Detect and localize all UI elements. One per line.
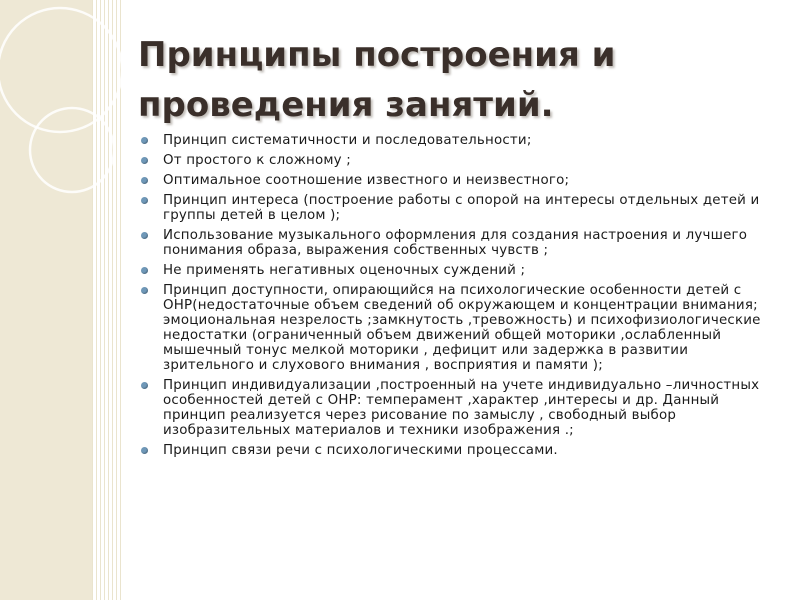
bullet-list [140,133,780,463]
bullet-icon [141,197,148,204]
list-item-text: Принцип индивидуализации ,построенный на учете индивидуально –личностных особенностей детей с ОНР: темперамент ,характер ,интересы и др. Данный принцип реализуется через рисование по замыслу , свободный выбор изобразительных материалов и техники изображения .; [163,378,760,438]
list-item-text: Принцип доступности, опирающийся на психологические особенности детей с ОНР(недостаточные объем сведений об окружающем и концентрации внимания; эмоциональная незрелость ;замкнутость ,тревожность) и психофизиологические недостатки (ограниченный объем движений общей моторики ,ослабленный мышечный тонус мелкой моторики , дефицит или задержка в развитии зрительного и слухового внимания , восприятия и памяти ); [163,283,761,373]
list-item-text: Оптимальное соотношение известного и неизвестного; [163,173,570,188]
list-item [140,283,780,373]
list-item-text: Принцип связи речи с психологическими процессами. [163,443,558,458]
list-item-text: Не применять негативных оценочных суждений ; [163,263,526,278]
list-item-text: От простого к сложному ; [163,153,351,168]
list-item [140,173,780,188]
bullet-icon [141,232,148,239]
list-item [140,193,780,223]
list-item-text: Принцип систематичности и последовательности; [163,133,532,148]
bullet-icon [141,382,148,389]
list-item [140,228,780,258]
bullet-icon [141,157,148,164]
list-item-text: Использование музыкального оформления для создания настроения и лучшего понимания образа, выражения собственных чувств ; [163,228,748,258]
list-item [140,443,780,458]
bullet-icon [141,267,148,274]
decorative-circles-icon [0,0,130,230]
bullet-icon [141,447,148,454]
list-item [140,133,780,148]
list-item-text: Принцип интереса (построение работы с опорой на интересы отдельных детей и группы детей в целом ); [163,193,760,223]
slide-title: Принципы построения и проведения занятий. [138,35,616,125]
list-item [140,263,780,278]
bullet-icon [141,177,148,184]
bullet-icon [141,137,148,144]
bullet-icon [141,287,148,294]
list-item [140,153,780,168]
list-item [140,378,780,438]
